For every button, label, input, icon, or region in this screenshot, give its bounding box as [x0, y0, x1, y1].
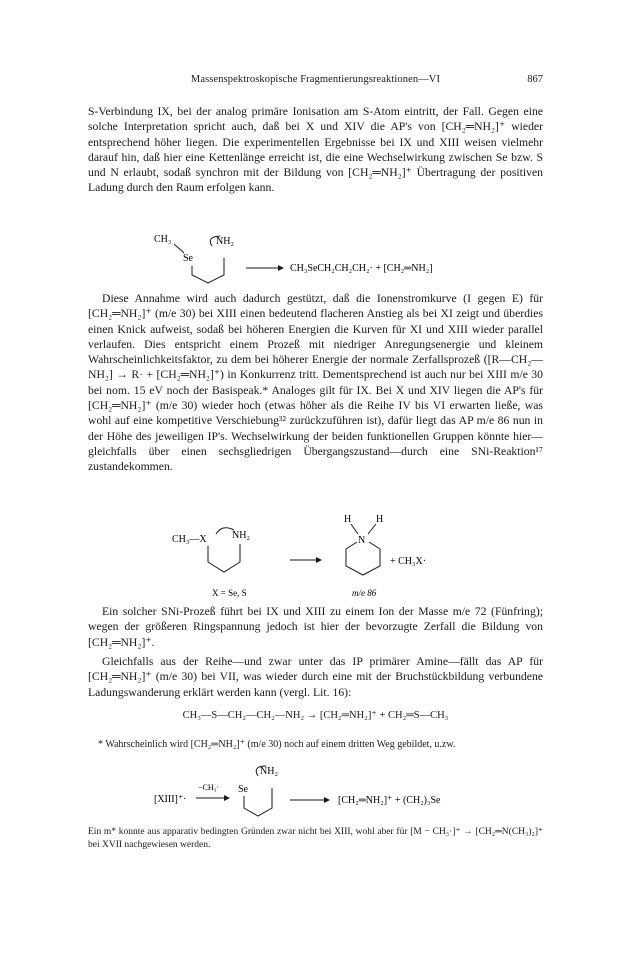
note-text: Ein m* konnte aus apparativ bedingten Gründen zwar nicht bei XIII, wohl aber für [M − CH₃·]⁺ → [CH₂═N(CH₃)₂]⁺ bei XVII nachgewiesen werden.: [88, 827, 543, 850]
scheme-4-nh2: NH₂: [260, 766, 278, 777]
scheme-2-nh2: NH₂: [232, 530, 250, 541]
note: [88, 826, 543, 851]
paragraph-2: [88, 291, 543, 475]
scheme-4-arrow-label: −CH₃·: [198, 783, 220, 792]
scheme-2-caption-right: m/e 86: [352, 588, 377, 598]
reaction-scheme-3: [88, 708, 543, 723]
scheme-4-arrow-2-head: [324, 797, 330, 803]
scheme-3-equation: CH₃—S—CH₂—CH₂—NH₂ → [CH₂═NH₂]⁺ + CH₂═S—CH₃: [182, 710, 449, 721]
running-header: [88, 74, 543, 88]
scheme-2-ring-right: [346, 542, 380, 575]
scheme-2-arrow-head: [316, 557, 322, 563]
scheme-4-ring: [244, 788, 272, 816]
paragraph-3: [88, 604, 543, 650]
scheme-2-bond-h-left: [351, 524, 358, 534]
scheme-4-products: [CH₂═NH₂]⁺ + (CH₂)₃Se: [338, 795, 441, 806]
scheme-2-bond-h-right: [368, 524, 376, 534]
reaction-scheme-1: [150, 228, 510, 286]
scheme-1-ch3: CH₃: [154, 234, 172, 245]
scheme-4-se: Se: [238, 784, 248, 795]
reaction-scheme-4: [150, 760, 530, 820]
scheme-2-caption-left: X = Se, S: [212, 588, 247, 598]
footnote-text: * Wahrscheinlich wird [CH₂═NH₂]⁺ (m/e 30) noch auf einem dritten Weg gebildet, u.zw.: [98, 739, 456, 750]
scheme-1-bond: [174, 244, 184, 253]
scheme-1-nh2: NH₂: [216, 236, 234, 247]
scheme-2-left: CH₃—X: [172, 534, 207, 545]
scheme-2-n: N: [358, 535, 366, 546]
paragraph-2-text: Diese Annahme wird auch dadurch gestützt, daß die Ionenstromkurve (I gegen E) für [CH₂═NH₂]⁺ (m/e 30) bei XIII einen bedeutend flacheren Anstieg als bei XI zeigt und überdies einen Knick aufweist, sodaß bei höheren Energien die Kurven für XI und XIII wieder parallel verlaufen. Dies entspricht einem Prozeß mit niedriger Anregungsenergie und kleinem Wahrscheinlichkeitsfaktor, zu dem bei höherer Energie der normale Zerfallsprozeß ([R—CH₂—NH₂] → R· + [CH₂═NH₂]⁺) in Konkurrenz tritt. Dementsprechend ist auch nur bei XIII m/e 30 bei nom. 15 eV noch der Basispeak.* Analoges gilt für IX. Bei X und XIV liegen die AP's für [CH₂═NH₂]⁺ (m/e 30) wieder hoch (etwas höher als die Reihe IV bis VI erwarten ließe, was wohl auf eine kompetitive Verschiebung³² zurückzuführen ist), dafür liegt das AP m/e 86 nun in der Höhe des jeweiligen IP's. Wechselwirkung der beiden funktionellen Gruppen könnte hier—gleichfalls über einen sechsgliedrigen Übergangszustand—durch eine SNi-Reaktion¹⁷ zustandekommen.: [88, 292, 543, 474]
scheme-2-h-right: H: [376, 514, 384, 525]
scheme-1-se: Se: [183, 253, 193, 264]
paragraph-3-text: Ein solcher SNi-Prozeß führt bei IX und XIII zu einem Ion der Masse m/e 72 (Fünfring); wegen der größeren Ringspannung jedoch ist hier der bevorzugte Zerfall die Bildung von [CH₂═NH₂]⁺.: [88, 605, 543, 649]
running-title: Massenspektroskopische Fragmentierungsreaktionen—VI: [190, 74, 441, 85]
footnote: [88, 738, 543, 751]
scheme-1-ring: [192, 258, 224, 283]
scheme-2-h-left: H: [344, 514, 352, 525]
scheme-1-arrow-head: [278, 265, 284, 271]
scheme-4-arrow-1-head: [224, 795, 230, 801]
scheme-2-ring-left: [208, 544, 240, 572]
scheme-1-products: CH₃SeCH₂CH₂CH₂· + [CH₂═NH₂]: [290, 263, 433, 274]
scheme-2-byproduct: + CH₃X·: [390, 556, 427, 567]
paragraph-4-text: Gleichfalls aus der Reihe—und zwar unter das IP primärer Amine—fällt das AP für [CH₂═NH₂]⁺ (m/e 30) bei VII, was wieder durch eine mit der Bruchstückbildung verbundene Ladungswanderung erklärt werden kann (vergl. Lit. 16):: [88, 655, 543, 699]
paragraph-1-text: S-Verbindung IX, bei der analog primäre Ionisation am S-Atom eintritt, der Fall. Gegen eine solche Interpretation spricht auch, daß bei X und XIV die AP's von [CH₂═NH₂]⁺ wieder entsprechend höher liegen. Die experimentellen Ergebnisse bei IX und XIII weisen vielmehr darauf hin, daß hier eine Kettenlänge erreicht ist, die eine Wechselwirkung zwischen Se bzw. S und N erlaubt, sodaß synchron mit der Bildung von [CH₂═NH₂]⁺ Übertragung der positiven Ladung durch den Raum erfolgen kann.: [88, 105, 543, 195]
page-number: 867: [527, 74, 543, 85]
scheme-4-left: [XIII]⁺·: [154, 794, 187, 805]
reaction-scheme-2: [170, 512, 490, 600]
paragraph-1: [88, 104, 543, 196]
paragraph-4: [88, 654, 543, 700]
